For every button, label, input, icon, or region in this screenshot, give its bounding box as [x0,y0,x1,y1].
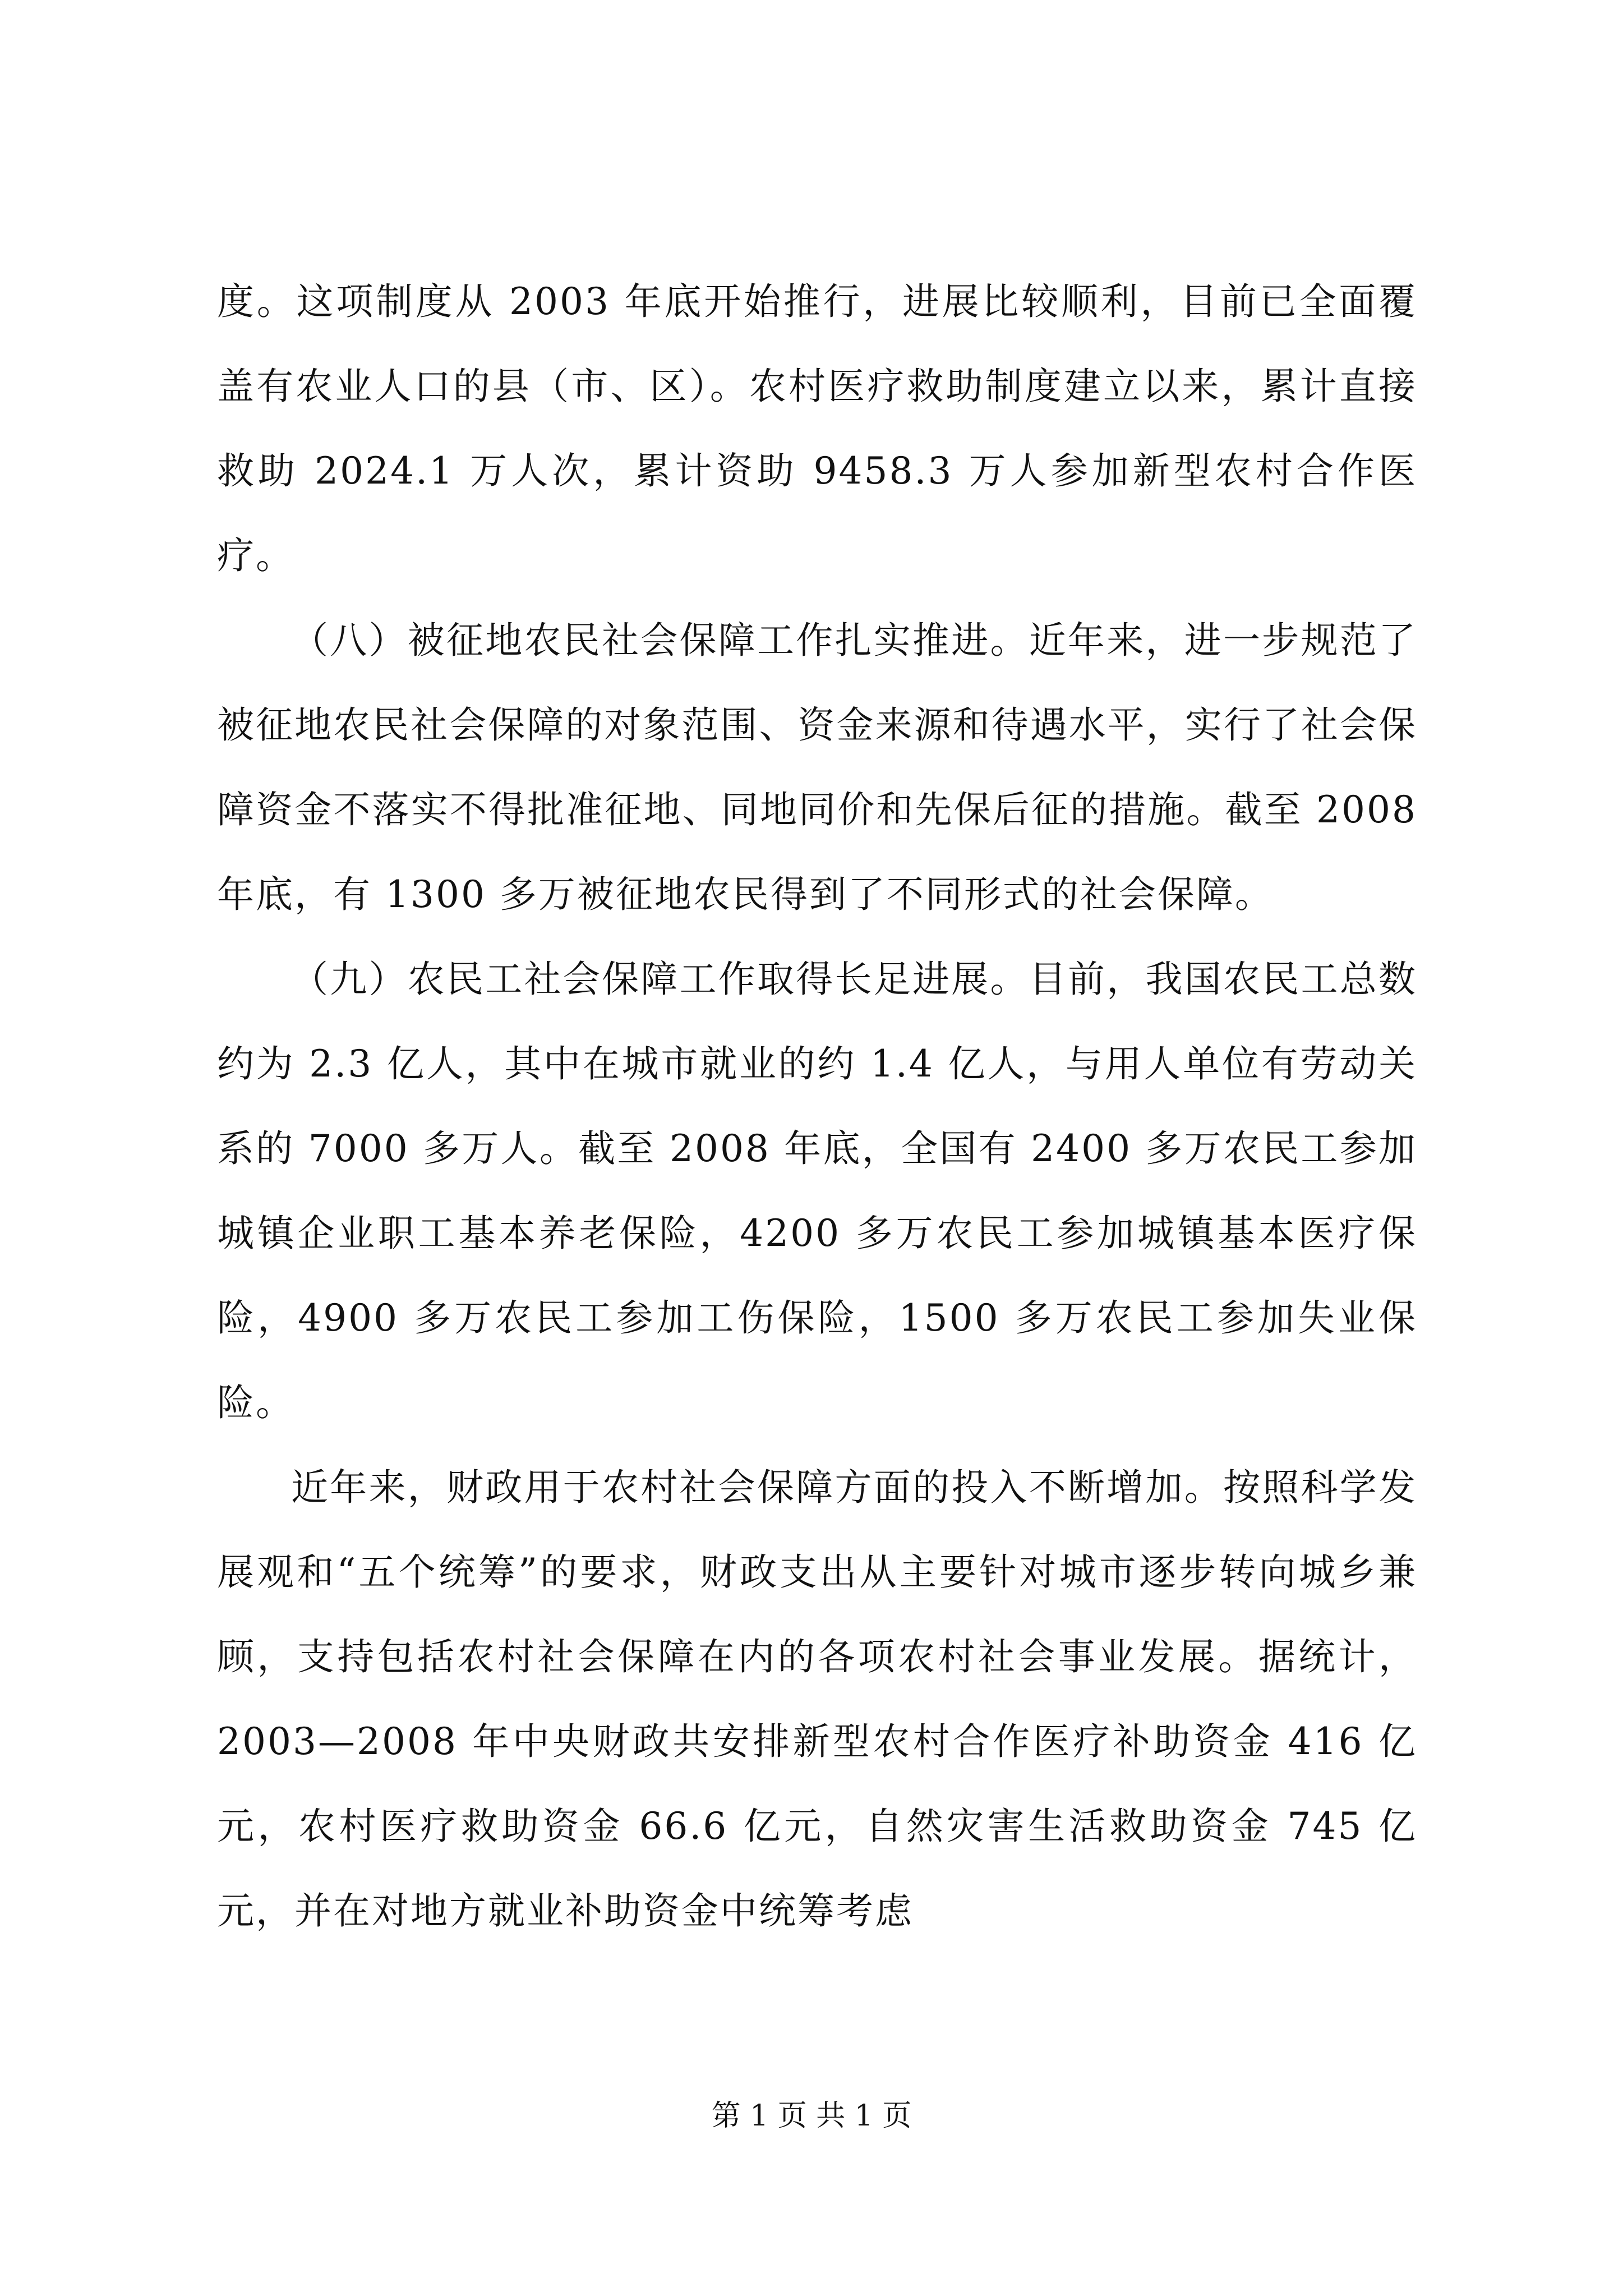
paragraph-fiscal-investment: 近年来，财政用于农村社会保障方面的投入不断增加。按照科学发展观和“五个统筹”的要求，财政支出从主要针对城市逐步转向城乡兼顾，支持包括农村社会保障在内的各项农村社会事业发展。据统计，2003—2008 年中央财政共安排新型农村合作医疗补助资金 416 亿元，农村医疗救助资金 66.6 亿元，自然灾害生活救助资金 745 亿元，并在对地方就业补助资金中统筹考虑 [217,1466,1417,1932]
paragraph-continuation: 度。这项制度从 2003 年底开始推行，进展比较顺利，目前已全面覆盖有农业人口的县（市、区）。农村医疗救助制度建立以来，累计直接救助 2024.1 万人次，累计资助 9458.3 万人参加新型农村合作医疗。 [217,280,1417,577]
paragraph-migrant-workers: （九）农民工社会保障工作取得长足进展。目前，我国农民工总数约为 2.3 亿人，其中在城市就业的约 1.4 亿人，与用人单位有劳动关系的 7000 多万人。截至 2008 年底，全国有 2400 多万农民工参加城镇企业职工基本养老保险，4200 多万农民工参加城镇基本医疗保险，4900 多万农民工参加工伤保险，1500 多万农民工参加失业保险。 [217,958,1417,1424]
page-footer: 第 1 页 共 1 页 [711,2099,912,2133]
document-body [217,259,1431,1953]
paragraph-land-acquisition-farmers: （八）被征地农民社会保障工作扎实推进。近年来，进一步规范了被征地农民社会保障的对象范围、资金来源和待遇水平，实行了社会保障资金不落实不得批准征地、同地同价和先保后征的措施。截至 2008 年底，有 1300 多万被征地农民得到了不同形式的社会保障。 [217,619,1431,916]
